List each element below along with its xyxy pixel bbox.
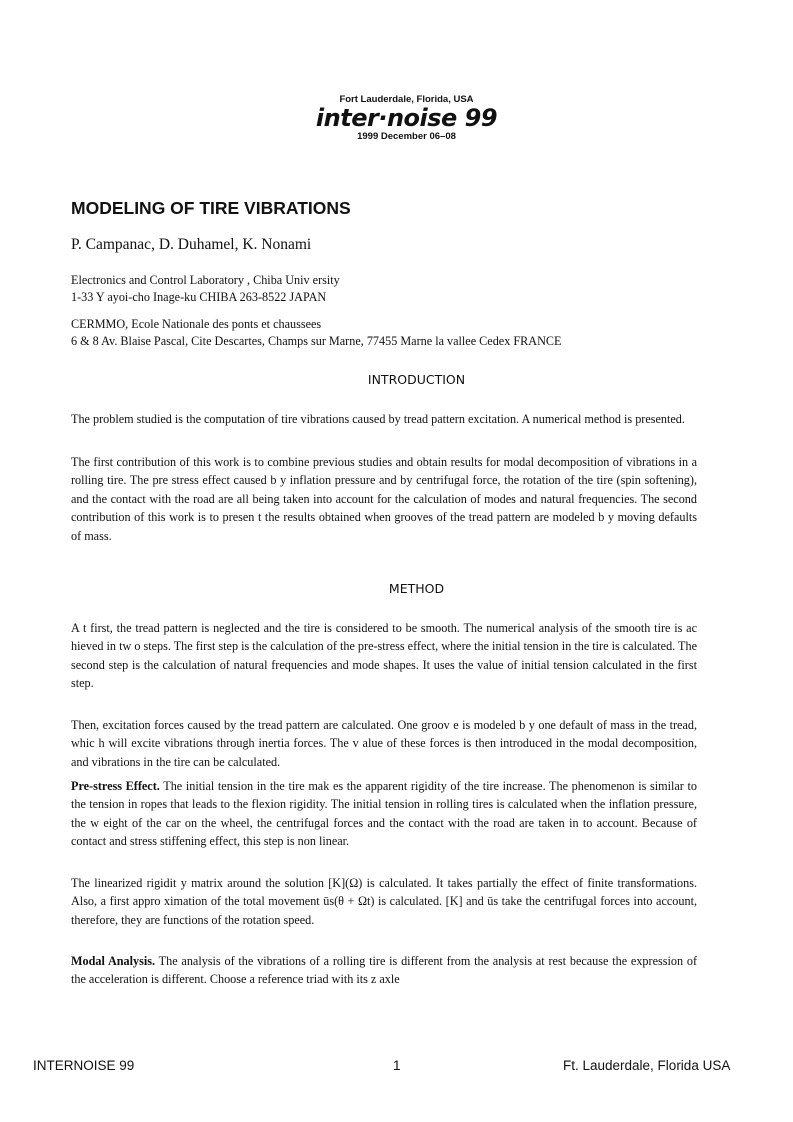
section-heading-introduction: INTRODUCTION: [367, 372, 466, 387]
conference-location: Fort Lauderdale, Florida, USA: [339, 94, 474, 105]
conference-logo: inter·noise 99: [315, 104, 498, 132]
paper-authors: P. Campanac, D. Duhamel, K. Nonami: [71, 236, 312, 253]
paper-title: MODELING OF TIRE VIBRATIONS: [71, 198, 351, 218]
footer-right: Ft. Lauderdale, Florida USA: [563, 1058, 731, 1073]
modal-paragraph: [71, 952, 697, 989]
prestress-paragraph: [71, 777, 697, 851]
prestress-heading: Pre-stress Effect.: [71, 779, 160, 793]
affiliation-1-line-1: Electronics and Control Laboratory , Chiba Univ ersity: [71, 273, 340, 287]
footer-left: INTERNOISE 99: [33, 1058, 135, 1073]
method-paragraph-1: A t first, the tread pattern is neglected and the tire is considered to be smooth. The numerical analysis of the smooth tire is ac hieved in tw o steps. The first step is the calculation of the pre-stress effect, where the initial tension in the tire is calculated. The second step is the calculation of natural frequencies and mode shapes. It uses the value of initial tension calculated in the first step.: [71, 621, 697, 691]
intro-paragraph-2: The first contribution of this work is to combine previous studies and obtain results for modal decomposition of vibrations in a rolling tire. The pre stress effect caused b y inflation pressure and by centrifugal force, the rotation of the tire (spin softening), and the contact with the road are all being taken into account for the calculation of modes and natural frequencies. The second contribution of this work is to presen t the results obtained when grooves of the tread pattern are modeled b y moving defaults of mass.: [71, 455, 697, 543]
method-paragraph-2: Then, excitation forces caused by the tread pattern are calculated. One groov e is modeled b y one default of mass in the tread, whic h will excite vibrations through inertia forces. The v alue of these forces is then introduced in the modal decomposition, and vibrations in the tire can be calculated.: [71, 718, 697, 769]
modal-body: The analysis of the vibrations of a rolling tire is different from the analysis at rest because the expression of the acceleration is different. Choose a reference triad with its z axle: [71, 954, 697, 987]
affiliation-2: [71, 316, 561, 350]
conference-date: 1999 December 06–08: [357, 131, 456, 142]
intro-paragraph-1: The problem studied is the computation of tire vibrations caused by tread pattern excitation. A numerical method is presented.: [71, 412, 685, 426]
page-number: 1: [393, 1058, 401, 1073]
conference-header: [0, 94, 793, 142]
modal-heading: Modal Analysis.: [71, 954, 156, 968]
affiliation-1-line-2: 1-33 Y ayoi-cho Inage-ku CHIBA 263-8522 JAPAN: [71, 290, 327, 304]
section-heading-method: METHOD: [388, 581, 445, 596]
affiliation-2-line-1: CERMMO, Ecole Nationale des ponts et chaussees: [71, 317, 322, 331]
linearized-paragraph: The linearized rigidit y matrix around the solution [K](Ω) is calculated. It takes partially the effect of finite transformations. Also, a first appro ximation of the total movement ūs(θ + Ωt) is calculated. [K] and ūs take the centrifugal forces into account, therefore, they are functions of the rotation speed.: [71, 876, 697, 927]
affiliation-1: [71, 272, 340, 306]
affiliation-2-line-2: 6 & 8 Av. Blaise Pascal, Cite Descartes, Champs sur Marne, 77455 Marne la vallee Cedex FRANCE: [71, 334, 562, 348]
prestress-body: The initial tension in the tire mak es the apparent rigidity of the tire increase. The phenomenon is similar to the tension in ropes that leads to the flexion rigidity. The initial tension in rolling tires is calculated when the inflation pressure, the w eight of the car on the wheel, the centrifugal forces and the contact with the road are taken in to account. Because of contact and stress stiffening effect, this step is non linear.: [71, 779, 697, 849]
